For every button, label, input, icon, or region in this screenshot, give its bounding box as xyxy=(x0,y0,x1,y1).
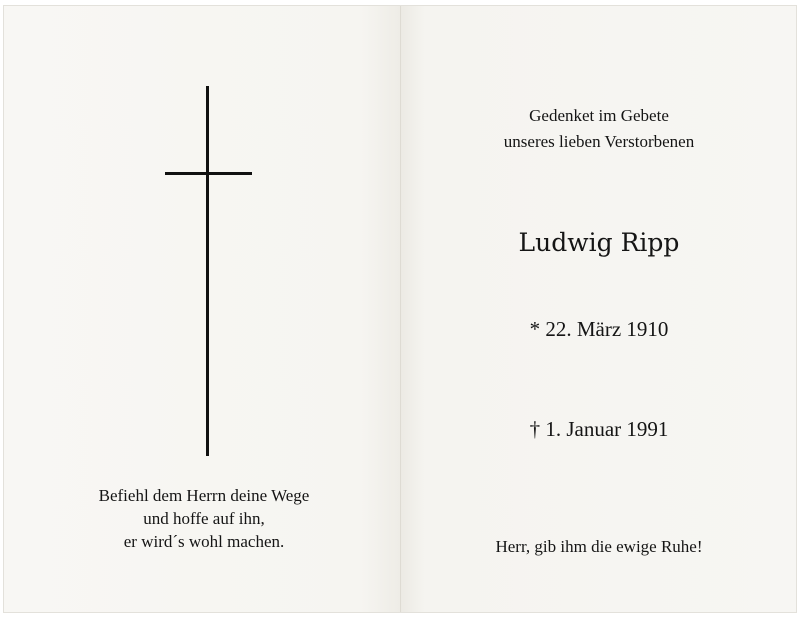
intro-line-2: unseres lieben Verstorbenen xyxy=(503,132,695,151)
memorial-card xyxy=(4,6,796,612)
verse-line-1: Befiehl dem Herrn deine Wege xyxy=(98,486,310,505)
deceased-name: Ludwig Ripp xyxy=(518,228,680,257)
birth-date: * 22. März 1910 xyxy=(529,317,669,341)
left-panel xyxy=(4,6,401,612)
cross-icon-vertical-bar xyxy=(206,86,209,456)
prayer-line: Herr, gib ihm die ewige Ruhe! xyxy=(495,537,703,556)
verse-line-3: er wird´s wohl machen. xyxy=(123,532,285,551)
intro-line-1: Gedenket im Gebete xyxy=(529,106,669,125)
cross-icon-horizontal-bar xyxy=(165,172,252,175)
death-date: † 1. Januar 1991 xyxy=(529,417,669,441)
verse-line-2: und hoffe auf ihn, xyxy=(143,509,265,528)
right-panel xyxy=(401,6,796,612)
